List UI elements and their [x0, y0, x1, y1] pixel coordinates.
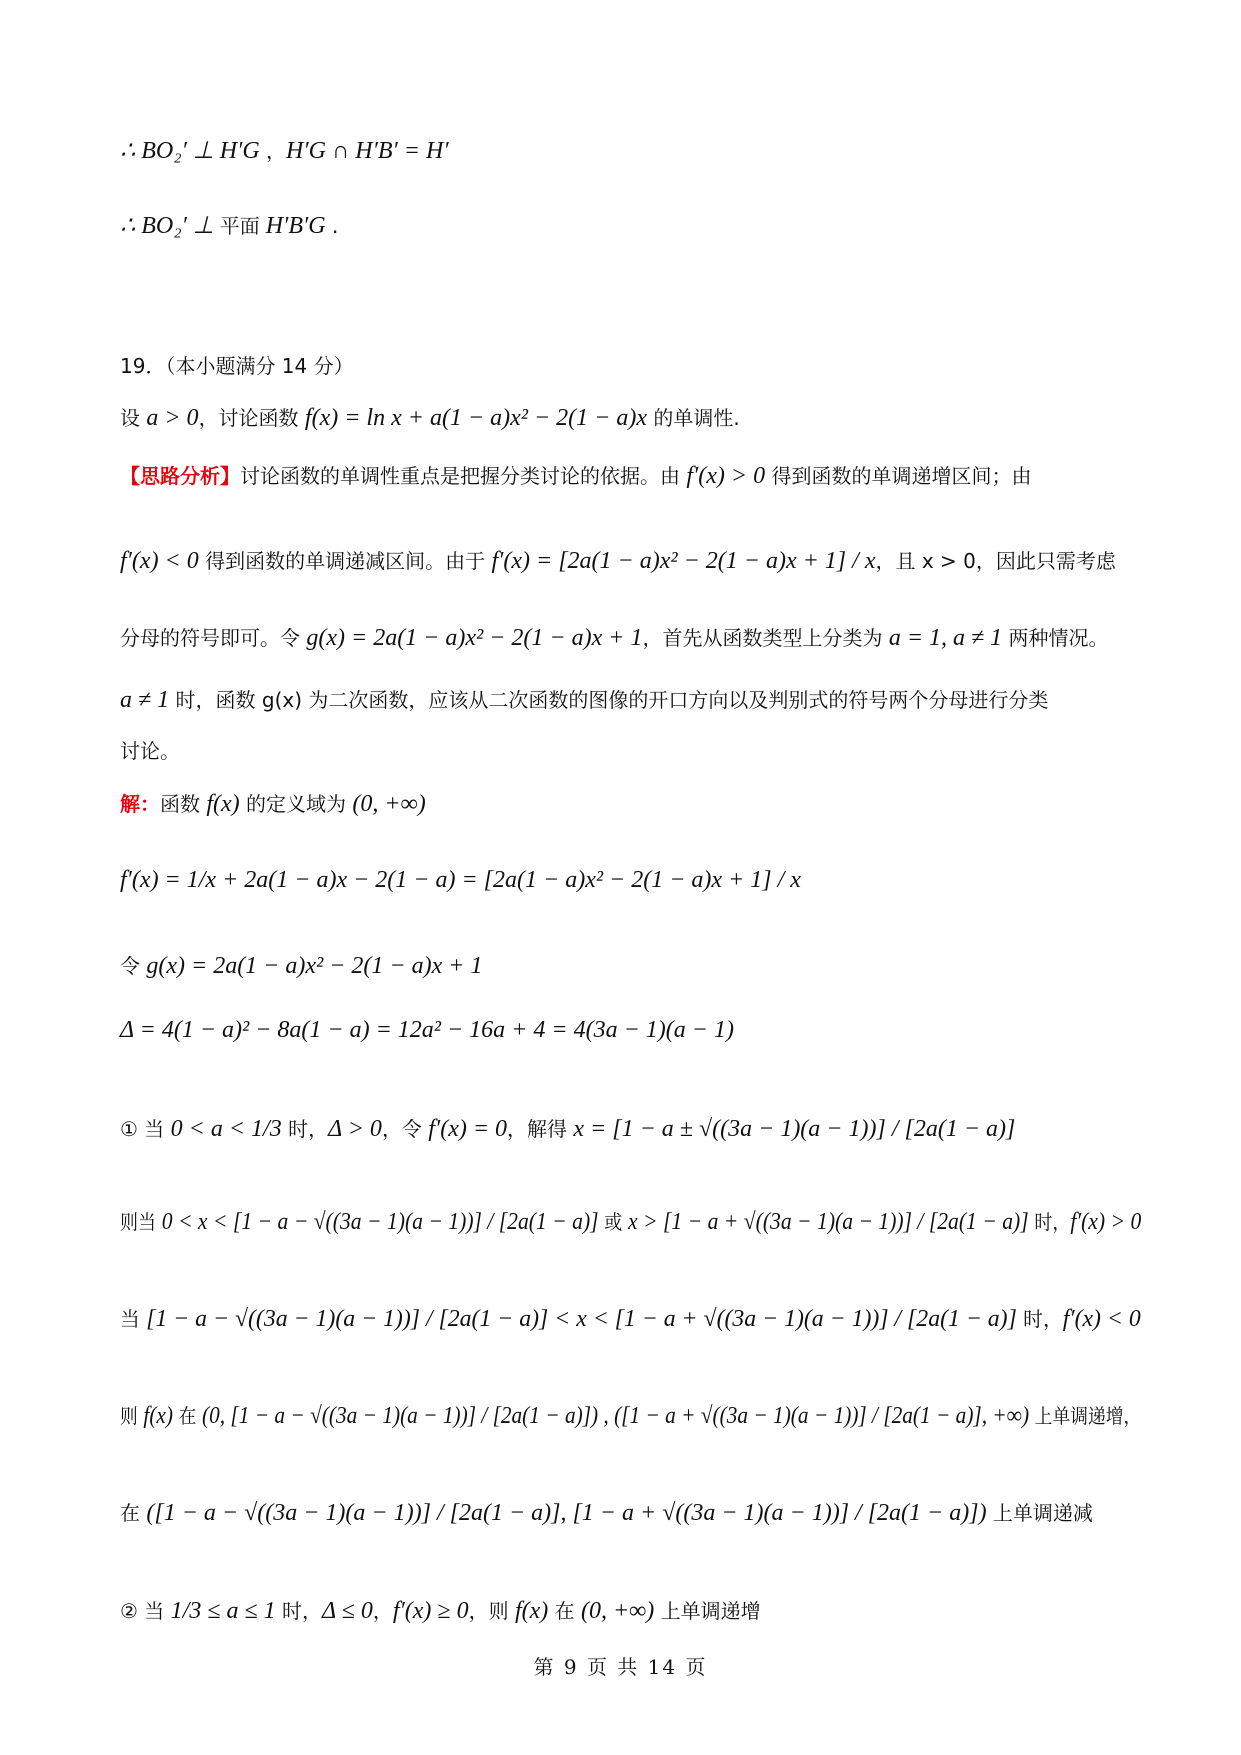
math-expression: a = 1, a ≠ 1 — [888, 625, 1003, 651]
math-expression: f′(x) = 0 — [428, 1116, 508, 1142]
text-line — [120, 1206, 1141, 1236]
text-run: 分母的符号即可。令 — [120, 626, 307, 650]
text-run: 得到函数的单调递增区间；由 — [765, 464, 1032, 488]
text-line — [120, 622, 1109, 652]
text-run: ， — [259, 139, 287, 163]
text-run: ，令 — [381, 1117, 429, 1141]
text-line — [120, 867, 801, 894]
math-expression: Δ > 0 — [328, 1116, 382, 1142]
text-run: 讨论函数的单调性重点是把握分类讨论的依据。由 — [240, 464, 687, 488]
math-expression: f′(x) ≥ 0 — [392, 1598, 469, 1624]
text-line — [120, 1595, 761, 1625]
text-run: 设 — [120, 406, 147, 430]
math-expression: f′(x) > 0 — [1070, 1209, 1142, 1235]
text-run: 平面 — [219, 214, 260, 238]
text-run: 得到函数的单调递减区间。由于 — [198, 549, 492, 573]
text-run: 的定义域为 — [239, 792, 353, 816]
section-label: 解： — [120, 792, 160, 816]
text-run: 时， — [281, 1117, 329, 1141]
text-run: ，且 x > 0，因此只需考虑 — [875, 549, 1116, 573]
math-expression: Δ = 4(1 − a)² − 8a(1 − a) = 12a² − 16a + 4 = 4(3a − 1)(a − 1) — [120, 1017, 734, 1043]
math-expression: f′(x) < 0 — [1062, 1306, 1141, 1332]
text-run: 时， — [1016, 1307, 1063, 1331]
text-run: 上单调递增 — [654, 1599, 761, 1623]
text-run: 在 — [548, 1599, 581, 1623]
math-expression: x = [1 − a ± √((3a − 1)(a − 1))] / [2a(1 − a)] — [573, 1116, 1016, 1142]
math-expression: 1/3 ≤ a ≤ 1 — [170, 1598, 276, 1624]
text-run: ，则 — [468, 1599, 515, 1623]
text-run: 在 — [120, 1501, 147, 1525]
text-run: 两种情况。 — [1002, 626, 1109, 650]
text-line — [120, 684, 1048, 714]
text-line — [120, 210, 338, 240]
text-line — [120, 350, 354, 379]
text-run: 令 — [120, 954, 147, 978]
math-expression: a > 0 — [146, 405, 199, 431]
math-expression: H′G ∩ H′B′ = H′ — [286, 138, 449, 164]
text-line — [120, 135, 449, 165]
text-run: ，首先从函数类型上分类为 — [642, 626, 889, 650]
math-expression: (0, +∞) — [580, 1598, 655, 1624]
math-expression: a ≠ 1 — [120, 687, 170, 713]
text-line — [120, 950, 482, 980]
math-expression: 0 < a < 1/3 — [170, 1116, 282, 1142]
text-run: 时， — [275, 1599, 323, 1623]
text-run: 函数 — [160, 792, 207, 816]
text-run: 19．（本小题满分 14 分） — [120, 354, 354, 378]
math-expression: x > [1 − a + √((3a − 1)(a − 1))] / [2a(1 − a)] — [628, 1209, 1029, 1235]
math-expression: [1 − a − √((3a − 1)(a − 1))] / [2a(1 − a)] < x < [1 − a + √((3a − 1)(a − 1))] / [2a(1 − a)] — [146, 1306, 1017, 1332]
math-expression: f′(x) = [2a(1 − a)x² − 2(1 − a)x + 1] / x — [491, 548, 876, 574]
text-run: 时，函数 g(x) 为二次函数，应该从二次函数的图像的开口方向以及判别式的符号两个分母进行分类 — [169, 688, 1049, 712]
text-run: 则 — [120, 1404, 144, 1428]
text-run: ② 当 — [120, 1599, 171, 1623]
math-expression: f(x) — [206, 791, 240, 817]
math-expression: (0, +∞) — [352, 791, 426, 817]
text-line — [120, 460, 1031, 490]
text-run: ① 当 — [120, 1117, 171, 1141]
text-line — [120, 788, 426, 818]
text-line — [120, 1303, 1141, 1333]
text-line — [120, 1113, 1015, 1143]
text-line — [120, 1497, 1093, 1527]
text-run: 上单调递减 — [986, 1501, 1093, 1525]
text-run: 则当 — [120, 1210, 162, 1234]
math-expression: f′(x) > 0 — [686, 463, 766, 489]
math-expression: g(x) = 2a(1 − a)x² − 2(1 − a)x + 1 — [146, 953, 483, 979]
text-line — [120, 1017, 734, 1044]
text-line — [120, 545, 1116, 575]
text-run: ，解得 — [507, 1117, 574, 1141]
text-run: 或 — [598, 1210, 629, 1234]
section-label: 【思路分析】 — [120, 464, 240, 488]
math-expression: ([1 − a − √((3a − 1)(a − 1))] / [2a(1 − a)], [1 − a + √((3a − 1)(a − 1))] / [2a(1 − a)]) — [146, 1500, 987, 1526]
text-run: ，讨论函数 — [198, 406, 305, 430]
math-expression: f(x) = ln x + a(1 − a)x² − 2(1 − a)x — [304, 405, 647, 431]
text-run: 在 — [172, 1404, 203, 1428]
math-expression: f(x) — [143, 1403, 173, 1429]
math-expression: f(x) — [514, 1598, 549, 1624]
math-expression: g(x) = 2a(1 − a)x² − 2(1 − a)x + 1 — [306, 625, 643, 651]
math-expression: 0 < x < [1 − a − √((3a − 1)(a − 1))] / [2a(1 − a)] — [161, 1209, 599, 1235]
text-line — [120, 1400, 1141, 1430]
text-run: . — [325, 214, 339, 238]
math-expression: H′B′G — [259, 213, 326, 239]
text-run: 讨论。 — [120, 739, 180, 763]
page-footer: 第 9 页 共 14 页 — [533, 1655, 708, 1679]
math-expression: ∴ BO₂′ ⊥ H′G — [120, 138, 260, 164]
text-line — [120, 402, 740, 432]
text-run: 时， — [1028, 1210, 1071, 1234]
math-expression: (0, [1 − a − √((3a − 1)(a − 1))] / [2a(1 − a)]) , ([1 − a + √((3a − 1)(a − 1))] / [2a(1 − a)], +∞) — [202, 1403, 1030, 1429]
text-line — [120, 735, 180, 764]
text-run: ， — [372, 1599, 393, 1623]
text-run: 当 — [120, 1307, 147, 1331]
math-expression: f′(x) < 0 — [120, 548, 199, 574]
text-run: 的单调性. — [647, 406, 740, 430]
math-expression: Δ ≤ 0 — [322, 1598, 373, 1624]
math-expression: f′(x) = 1/x + 2a(1 − a)x − 2(1 − a) = [2a(1 − a)x² − 2(1 − a)x + 1] / x — [120, 867, 801, 893]
math-expression: ∴ BO₂′ ⊥ — [120, 213, 220, 239]
text-run: 上单调递增， — [1029, 1404, 1142, 1428]
